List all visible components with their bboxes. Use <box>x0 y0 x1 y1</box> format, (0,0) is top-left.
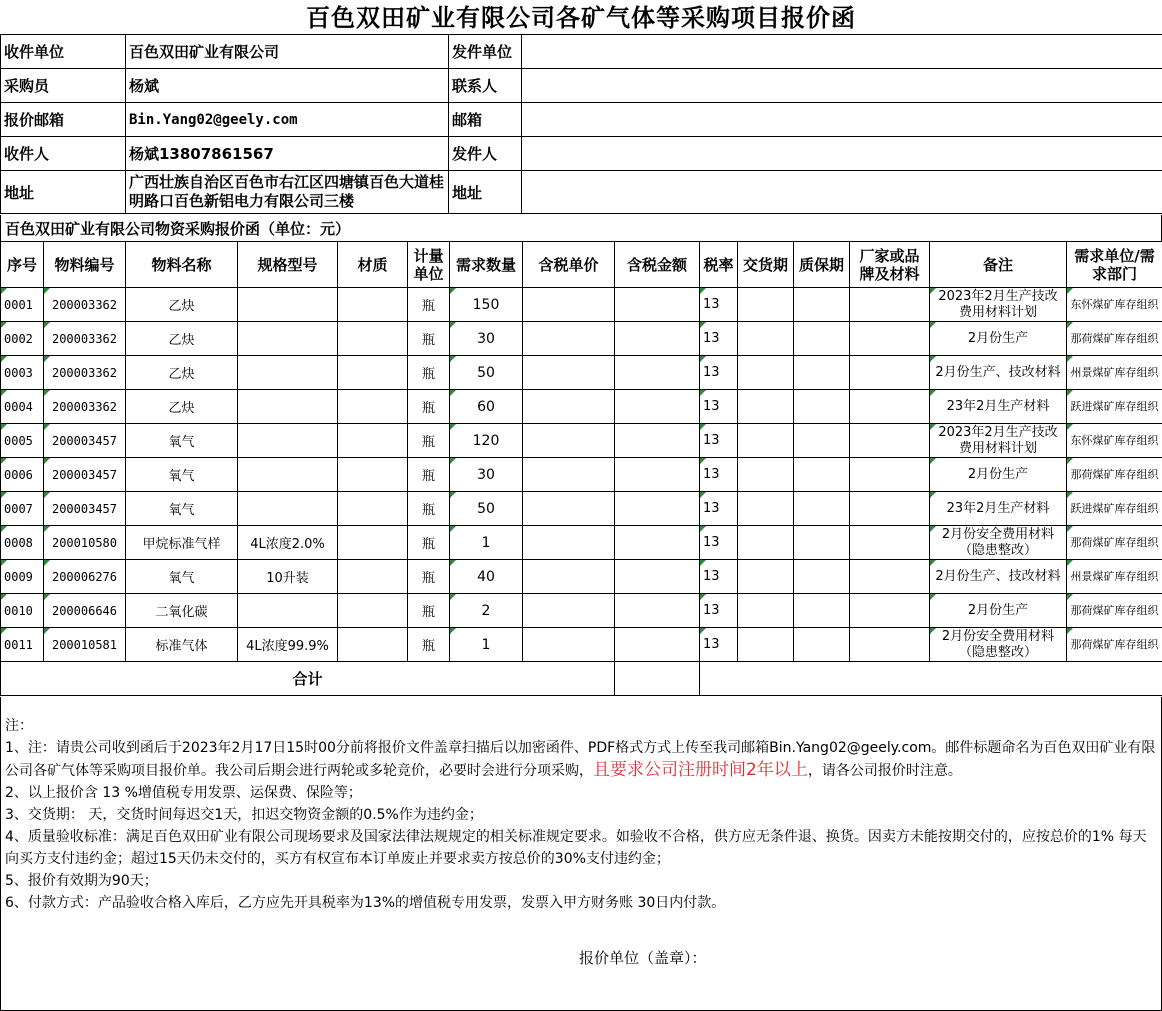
dept-cell: 那荷煤矿库存组织 <box>1067 322 1162 356</box>
unit-price-cell[interactable] <box>523 424 615 458</box>
material-cell[interactable] <box>338 628 408 662</box>
material-cell[interactable] <box>338 594 408 628</box>
amount-cell[interactable] <box>615 560 700 594</box>
amount-cell[interactable] <box>615 526 700 560</box>
qty-cell: 2 <box>450 594 523 628</box>
unit-cell: 瓶 <box>408 594 450 628</box>
tax-cell: 13 <box>700 424 738 458</box>
col-delivery: 交货期 <box>738 242 794 288</box>
brand-cell[interactable] <box>850 356 930 390</box>
spec-cell[interactable] <box>238 390 338 424</box>
table-row <box>1 492 1162 526</box>
material-cell[interactable] <box>338 526 408 560</box>
table-row <box>1 560 1162 594</box>
header-row <box>1 242 1162 288</box>
remark-cell: 23年2月生产材料 <box>930 492 1067 526</box>
warranty-cell[interactable] <box>794 458 850 492</box>
tax-cell: 13 <box>700 288 738 322</box>
unit-price-cell[interactable] <box>523 356 615 390</box>
note-5: 5、报价有效期为90天； <box>5 873 158 889</box>
note-3: 3、交货期： 天，交货时间每迟交1天，扣迟交物资金额的0.5%作为违约金； <box>5 807 483 823</box>
warranty-cell[interactable] <box>794 288 850 322</box>
amount-cell[interactable] <box>615 322 700 356</box>
sender-value[interactable] <box>522 137 1162 171</box>
info-row <box>1 171 1162 214</box>
dept-cell: 跃进煤矿库存组织 <box>1067 390 1162 424</box>
delivery-cell[interactable] <box>738 390 794 424</box>
send-unit-value[interactable] <box>522 35 1162 69</box>
delivery-cell[interactable] <box>738 356 794 390</box>
name-cell: 氧气 <box>126 424 238 458</box>
unit-cell: 瓶 <box>408 424 450 458</box>
unit-cell: 瓶 <box>408 390 450 424</box>
qty-cell: 1 <box>450 628 523 662</box>
note-2: 2、以上报价含 13 %增值税专用发票、运保费、保险等； <box>5 785 362 801</box>
material-cell[interactable] <box>338 390 408 424</box>
buyer-label: 采购员 <box>1 69 126 103</box>
spec-cell[interactable] <box>238 594 338 628</box>
note-1 <box>5 737 1157 782</box>
remark-cell: 2月份生产、技改材料 <box>930 560 1067 594</box>
recv-unit-value[interactable]: 百色双田矿业有限公司 <box>126 35 449 69</box>
unit-cell: 瓶 <box>408 458 450 492</box>
brand-cell[interactable] <box>850 594 930 628</box>
unit-cell: 瓶 <box>408 288 450 322</box>
name-cell: 乙炔 <box>126 322 238 356</box>
seq-cell: 0009 <box>1 560 44 594</box>
name-cell: 乙炔 <box>126 390 238 424</box>
name-cell: 乙炔 <box>126 288 238 322</box>
col-name: 物料名称 <box>126 242 238 288</box>
seq-cell: 0010 <box>1 594 44 628</box>
tax-cell: 13 <box>700 492 738 526</box>
col-tax: 税率 <box>700 242 738 288</box>
send-unit-label: 发件单位 <box>449 35 522 69</box>
code-cell: 200003362 <box>44 356 126 390</box>
qty-cell: 60 <box>450 390 523 424</box>
brand-cell[interactable] <box>850 560 930 594</box>
delivery-cell[interactable] <box>738 322 794 356</box>
brand-cell[interactable] <box>850 288 930 322</box>
code-cell: 200010581 <box>44 628 126 662</box>
seq-cell: 0005 <box>1 424 44 458</box>
warranty-cell[interactable] <box>794 594 850 628</box>
code-cell: 200006646 <box>44 594 126 628</box>
seq-cell: 0001 <box>1 288 44 322</box>
code-cell: 200003362 <box>44 288 126 322</box>
dept-cell: 东怀煤矿库存组织 <box>1067 288 1162 322</box>
delivery-cell[interactable] <box>738 628 794 662</box>
info-row <box>1 69 1162 103</box>
address-value[interactable]: 广西壮族自治区百色市右江区四塘镇百色大道桂明路口百色新铝电力有限公司三楼 <box>126 171 449 214</box>
table-row <box>1 390 1162 424</box>
unit-cell: 瓶 <box>408 356 450 390</box>
info-row <box>1 137 1162 171</box>
name-cell: 二氧化碳 <box>126 594 238 628</box>
material-cell[interactable] <box>338 322 408 356</box>
remark-cell: 2023年2月生产技改费用材料计划 <box>930 288 1067 322</box>
unit-price-cell[interactable] <box>523 526 615 560</box>
spec-cell[interactable]: 4L浓度99.9% <box>238 628 338 662</box>
dept-cell: 那荷煤矿库存组织 <box>1067 458 1162 492</box>
amount-cell[interactable] <box>615 492 700 526</box>
tax-cell: 13 <box>700 594 738 628</box>
warranty-cell[interactable] <box>794 526 850 560</box>
amount-cell[interactable] <box>615 390 700 424</box>
unit-price-cell[interactable] <box>523 288 615 322</box>
material-cell[interactable] <box>338 458 408 492</box>
tax-cell: 13 <box>700 390 738 424</box>
tax-cell: 13 <box>700 458 738 492</box>
col-qty: 需求数量 <box>450 242 523 288</box>
delivery-cell[interactable] <box>738 424 794 458</box>
table-row <box>1 288 1162 322</box>
spec-cell[interactable] <box>238 288 338 322</box>
name-cell: 氧气 <box>126 560 238 594</box>
email-value[interactable] <box>522 103 1162 137</box>
brand-cell[interactable] <box>850 492 930 526</box>
address-label: 地址 <box>1 171 126 214</box>
unit-cell: 瓶 <box>408 560 450 594</box>
brand-cell[interactable] <box>850 628 930 662</box>
remark-cell: 2月份安全费用材料（隐患整改） <box>930 628 1067 662</box>
unit-price-cell[interactable] <box>523 560 615 594</box>
material-cell[interactable] <box>338 288 408 322</box>
brand-cell[interactable] <box>850 526 930 560</box>
table-row <box>1 322 1162 356</box>
brand-cell[interactable] <box>850 424 930 458</box>
amount-cell[interactable] <box>615 594 700 628</box>
warranty-cell[interactable] <box>794 424 850 458</box>
amount-cell[interactable] <box>615 628 700 662</box>
col-amount: 含税金额 <box>615 242 700 288</box>
total-amount[interactable] <box>615 662 700 696</box>
code-cell: 200003362 <box>44 322 126 356</box>
code-cell: 200003362 <box>44 390 126 424</box>
name-cell: 氧气 <box>126 492 238 526</box>
tax-cell: 13 <box>700 356 738 390</box>
name-cell: 氧气 <box>126 458 238 492</box>
spec-cell[interactable] <box>238 458 338 492</box>
qty-cell: 30 <box>450 458 523 492</box>
recipient-value[interactable]: 杨斌13807861567 <box>126 137 449 171</box>
col-remark: 备注 <box>930 242 1067 288</box>
seq-cell: 0011 <box>1 628 44 662</box>
info-row <box>1 35 1162 69</box>
total-row <box>1 662 1162 696</box>
contact-value[interactable] <box>522 69 1162 103</box>
delivery-cell[interactable] <box>738 526 794 560</box>
page-title: 百色双田矿业有限公司各矿气体等采购项目报价函 <box>306 3 856 32</box>
stamp-label: 报价单位（盖章）： <box>579 949 707 967</box>
address-label-2: 地址 <box>449 171 522 214</box>
delivery-cell[interactable] <box>738 594 794 628</box>
qty-cell: 40 <box>450 560 523 594</box>
col-warranty: 质保期 <box>794 242 850 288</box>
delivery-cell[interactable] <box>738 288 794 322</box>
warranty-cell[interactable] <box>794 390 850 424</box>
dept-cell: 州景煤矿库存组织 <box>1067 560 1162 594</box>
brand-cell[interactable] <box>850 322 930 356</box>
spec-cell[interactable]: 10升装 <box>238 560 338 594</box>
remark-cell: 2月份生产 <box>930 594 1067 628</box>
qty-cell: 30 <box>450 322 523 356</box>
material-cell[interactable] <box>338 560 408 594</box>
remark-cell: 2月份安全费用材料（隐患整改） <box>930 526 1067 560</box>
note-1-tail: ，请各公司报价时注意。 <box>807 763 962 779</box>
material-cell[interactable] <box>338 356 408 390</box>
brand-cell[interactable] <box>850 390 930 424</box>
unit-price-cell[interactable] <box>523 458 615 492</box>
table-subtitle: 百色双田矿业有限公司物资采购报价函（单位：元） <box>0 215 1162 241</box>
unit-price-cell[interactable] <box>523 492 615 526</box>
dept-cell: 那荷煤矿库存组织 <box>1067 628 1162 662</box>
quote-email-value[interactable]: Bin.Yang02@geely.com <box>126 103 449 137</box>
spec-cell[interactable] <box>238 356 338 390</box>
tax-cell: 13 <box>700 628 738 662</box>
note-1-text: 1、注：请贵公司收到函后于2023年2月17日15时00分前将报价文件盖章扫描后以加密函件、PDF格式方式上传至我司邮箱Bin.Yang02@geely.com。邮件标题命名为百色双田矿业有限公司各矿气体等采购项目报价单。我公司后期会进行两轮或多轮竞价，必要时会进行分项采购， <box>5 740 1156 779</box>
address-value-2[interactable] <box>522 171 1162 214</box>
warranty-cell[interactable] <box>794 322 850 356</box>
note-1-highlight: 且要求公司注册时间2年以上 <box>593 760 808 780</box>
amount-cell[interactable] <box>615 356 700 390</box>
warranty-cell[interactable] <box>794 628 850 662</box>
dept-cell: 跃进煤矿库存组织 <box>1067 492 1162 526</box>
col-unit: 计量单位 <box>408 242 450 288</box>
warranty-cell[interactable] <box>794 356 850 390</box>
total-label: 合计 <box>1 662 615 696</box>
info-table <box>0 34 1162 214</box>
qty-cell: 1 <box>450 526 523 560</box>
seq-cell: 0003 <box>1 356 44 390</box>
spec-cell[interactable]: 4L浓度2.0% <box>238 526 338 560</box>
amount-cell[interactable] <box>615 424 700 458</box>
note-6: 6、付款方式：产品验收合格入库后，乙方应先开具税率为13%的增值税专用发票，发票入甲方财务账 30日内付款。 <box>5 895 726 911</box>
remark-cell: 2月份生产 <box>930 322 1067 356</box>
col-spec: 规格型号 <box>238 242 338 288</box>
delivery-cell[interactable] <box>738 560 794 594</box>
code-cell: 200003457 <box>44 458 126 492</box>
remark-cell: 2023年2月生产技改费用材料计划 <box>930 424 1067 458</box>
warranty-cell[interactable] <box>794 492 850 526</box>
qty-cell: 150 <box>450 288 523 322</box>
tax-cell: 13 <box>700 322 738 356</box>
delivery-cell[interactable] <box>738 458 794 492</box>
name-cell: 标准气体 <box>126 628 238 662</box>
amount-cell[interactable] <box>615 288 700 322</box>
amount-cell[interactable] <box>615 458 700 492</box>
table-row <box>1 526 1162 560</box>
code-cell: 200010580 <box>44 526 126 560</box>
unit-price-cell[interactable] <box>523 628 615 662</box>
info-row <box>1 103 1162 137</box>
dept-cell: 东怀煤矿库存组织 <box>1067 424 1162 458</box>
seq-cell: 0007 <box>1 492 44 526</box>
tax-cell: 13 <box>700 560 738 594</box>
brand-cell[interactable] <box>850 458 930 492</box>
col-unit-price: 含税单价 <box>523 242 615 288</box>
seq-cell: 0002 <box>1 322 44 356</box>
unit-cell: 瓶 <box>408 526 450 560</box>
unit-cell: 瓶 <box>408 628 450 662</box>
spec-cell[interactable] <box>238 492 338 526</box>
col-material: 材质 <box>338 242 408 288</box>
tax-cell: 13 <box>700 526 738 560</box>
table-row <box>1 594 1162 628</box>
sender-label: 发件人 <box>449 137 522 171</box>
contact-label: 联系人 <box>449 69 522 103</box>
unit-price-cell[interactable] <box>523 390 615 424</box>
note-4: 4、质量验收标准：满足百色双田矿业有限公司现场要求及国家法律法规规定的相关标准规定要求。如验收不合格，供方应无条件退、换货。因卖方未能按期交付的，应按总价的1% 每天向买方支付违约金；超过15天仍未交付的，买方有权宣布本订单废止并要求卖方按总价的30%支付违约金； <box>5 829 1147 867</box>
seq-cell: 0008 <box>1 526 44 560</box>
code-cell: 200003457 <box>44 424 126 458</box>
dept-cell: 那荷煤矿库存组织 <box>1067 594 1162 628</box>
seq-cell: 0004 <box>1 390 44 424</box>
col-code: 物料编号 <box>44 242 126 288</box>
notes-heading: 注： <box>5 718 33 734</box>
code-cell: 200006276 <box>44 560 126 594</box>
unit-price-cell[interactable] <box>523 322 615 356</box>
col-brand: 厂家或品牌及材料 <box>850 242 930 288</box>
seq-cell: 0006 <box>1 458 44 492</box>
remark-cell: 2月份生产 <box>930 458 1067 492</box>
recipient-label: 收件人 <box>1 137 126 171</box>
delivery-cell[interactable] <box>738 492 794 526</box>
table-row <box>1 628 1162 662</box>
remark-cell: 2月份生产、技改材料 <box>930 356 1067 390</box>
remark-cell: 23年2月生产材料 <box>930 390 1067 424</box>
spec-cell[interactable] <box>238 424 338 458</box>
warranty-cell[interactable] <box>794 560 850 594</box>
col-dept: 需求单位/需求部门 <box>1067 242 1162 288</box>
qty-cell: 50 <box>450 356 523 390</box>
unit-cell: 瓶 <box>408 492 450 526</box>
dept-cell: 州景煤矿库存组织 <box>1067 356 1162 390</box>
table-row <box>1 356 1162 390</box>
unit-cell: 瓶 <box>408 322 450 356</box>
quote-email-label: 报价邮箱 <box>1 103 126 137</box>
notes-section <box>0 697 1162 1011</box>
spec-cell[interactable] <box>238 322 338 356</box>
material-cell[interactable] <box>338 492 408 526</box>
name-cell: 甲烷标准气样 <box>126 526 238 560</box>
recv-unit-label: 收件单位 <box>1 35 126 69</box>
qty-cell: 120 <box>450 424 523 458</box>
email-label: 邮箱 <box>449 103 522 137</box>
material-cell[interactable] <box>338 424 408 458</box>
col-seq: 序号 <box>1 242 44 288</box>
table-row <box>1 458 1162 492</box>
unit-price-cell[interactable] <box>523 594 615 628</box>
name-cell: 乙炔 <box>126 356 238 390</box>
items-table <box>0 241 1162 696</box>
code-cell: 200003457 <box>44 492 126 526</box>
dept-cell: 那荷煤矿库存组织 <box>1067 526 1162 560</box>
total-blank <box>700 662 1162 696</box>
buyer-value[interactable]: 杨斌 <box>126 69 449 103</box>
qty-cell: 50 <box>450 492 523 526</box>
table-row <box>1 424 1162 458</box>
